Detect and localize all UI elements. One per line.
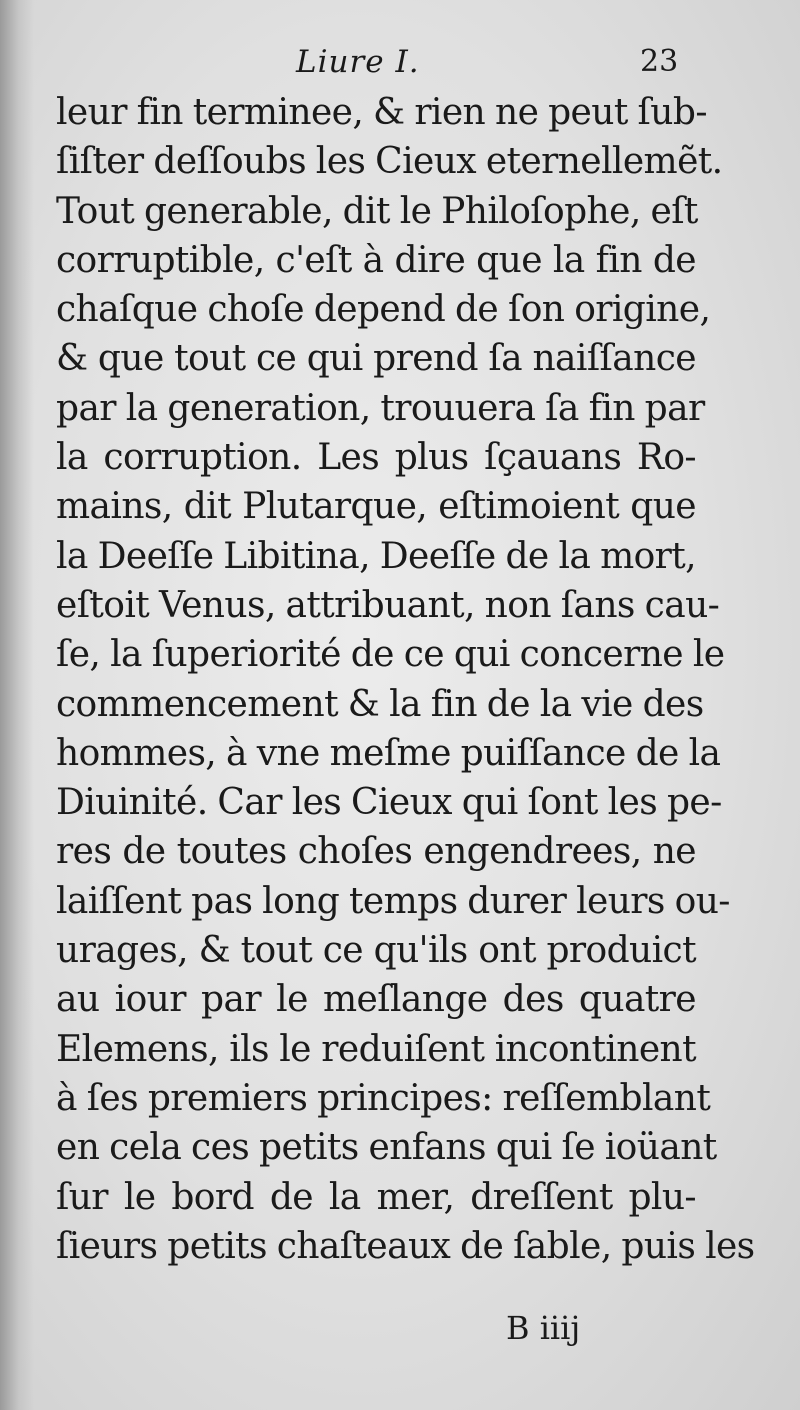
text-line: Tout generable, dit le Philoſophe, eſt	[56, 190, 698, 232]
text-line: en cela ces petits enfans qui ſe ioüant	[56, 1127, 717, 1169]
text-line: corruptible, c'eſt à dire que la fin de	[56, 239, 696, 281]
text-line: chaſque choſe depend de ſon origine,	[56, 289, 711, 331]
text-line: à ſes premiers principes: reſſemblant	[56, 1077, 711, 1119]
signature-mark: B iiij	[506, 1309, 581, 1347]
text-line: au iour par le meſlange des quatre	[56, 979, 696, 1021]
text-line: ſieurs petits chaſteaux de ſable, puis les	[56, 1225, 755, 1267]
text-body	[56, 88, 755, 1271]
text-line: mains, dit Plutarque, eſtimoient que	[56, 486, 696, 528]
text-line: hommes, à vne meſme puiſſance de la	[56, 732, 721, 774]
text-line: ſur le bord de la mer, dreſſent plu-	[56, 1176, 696, 1218]
text-line: par la generation, trouuera ſa fin par	[56, 387, 705, 429]
text-line: la Deeſſe Libitina, Deeſſe de la mort,	[56, 535, 696, 577]
text-line: laiſſent pas long temps durer leurs ou-	[56, 880, 730, 922]
text-line: Diuinité. Car les Cieux qui ſont les pe-	[56, 782, 722, 824]
text-line: & que tout ce qui prend ſa naiſſance	[56, 338, 696, 380]
running-head	[0, 42, 800, 82]
text-line: ſe, la ſuperiorité de ce qui concerne le	[56, 634, 725, 676]
text-line: ſiſter deſſoubs les Cieux eternellemẽt.	[56, 141, 723, 183]
text-line: Elemens, ils le reduiſent incontinent	[56, 1028, 696, 1070]
text-line: res de toutes choſes engendrees, ne	[56, 831, 696, 873]
running-title: Liure I.	[296, 44, 420, 80]
text-line: urages, & tout ce qu'ils ont produict	[56, 930, 696, 972]
text-line: commencement & la fin de la vie des	[56, 683, 704, 725]
text-line: eſtoit Venus, attribuant, non ſans cau-	[56, 584, 720, 626]
spine-shadow	[0, 0, 34, 1410]
text-line: la corruption. Les plus ſçauans Ro-	[56, 437, 696, 479]
text-line: leur fin terminee, & rien ne peut ſub-	[56, 92, 707, 133]
page-number: 23	[640, 44, 679, 79]
